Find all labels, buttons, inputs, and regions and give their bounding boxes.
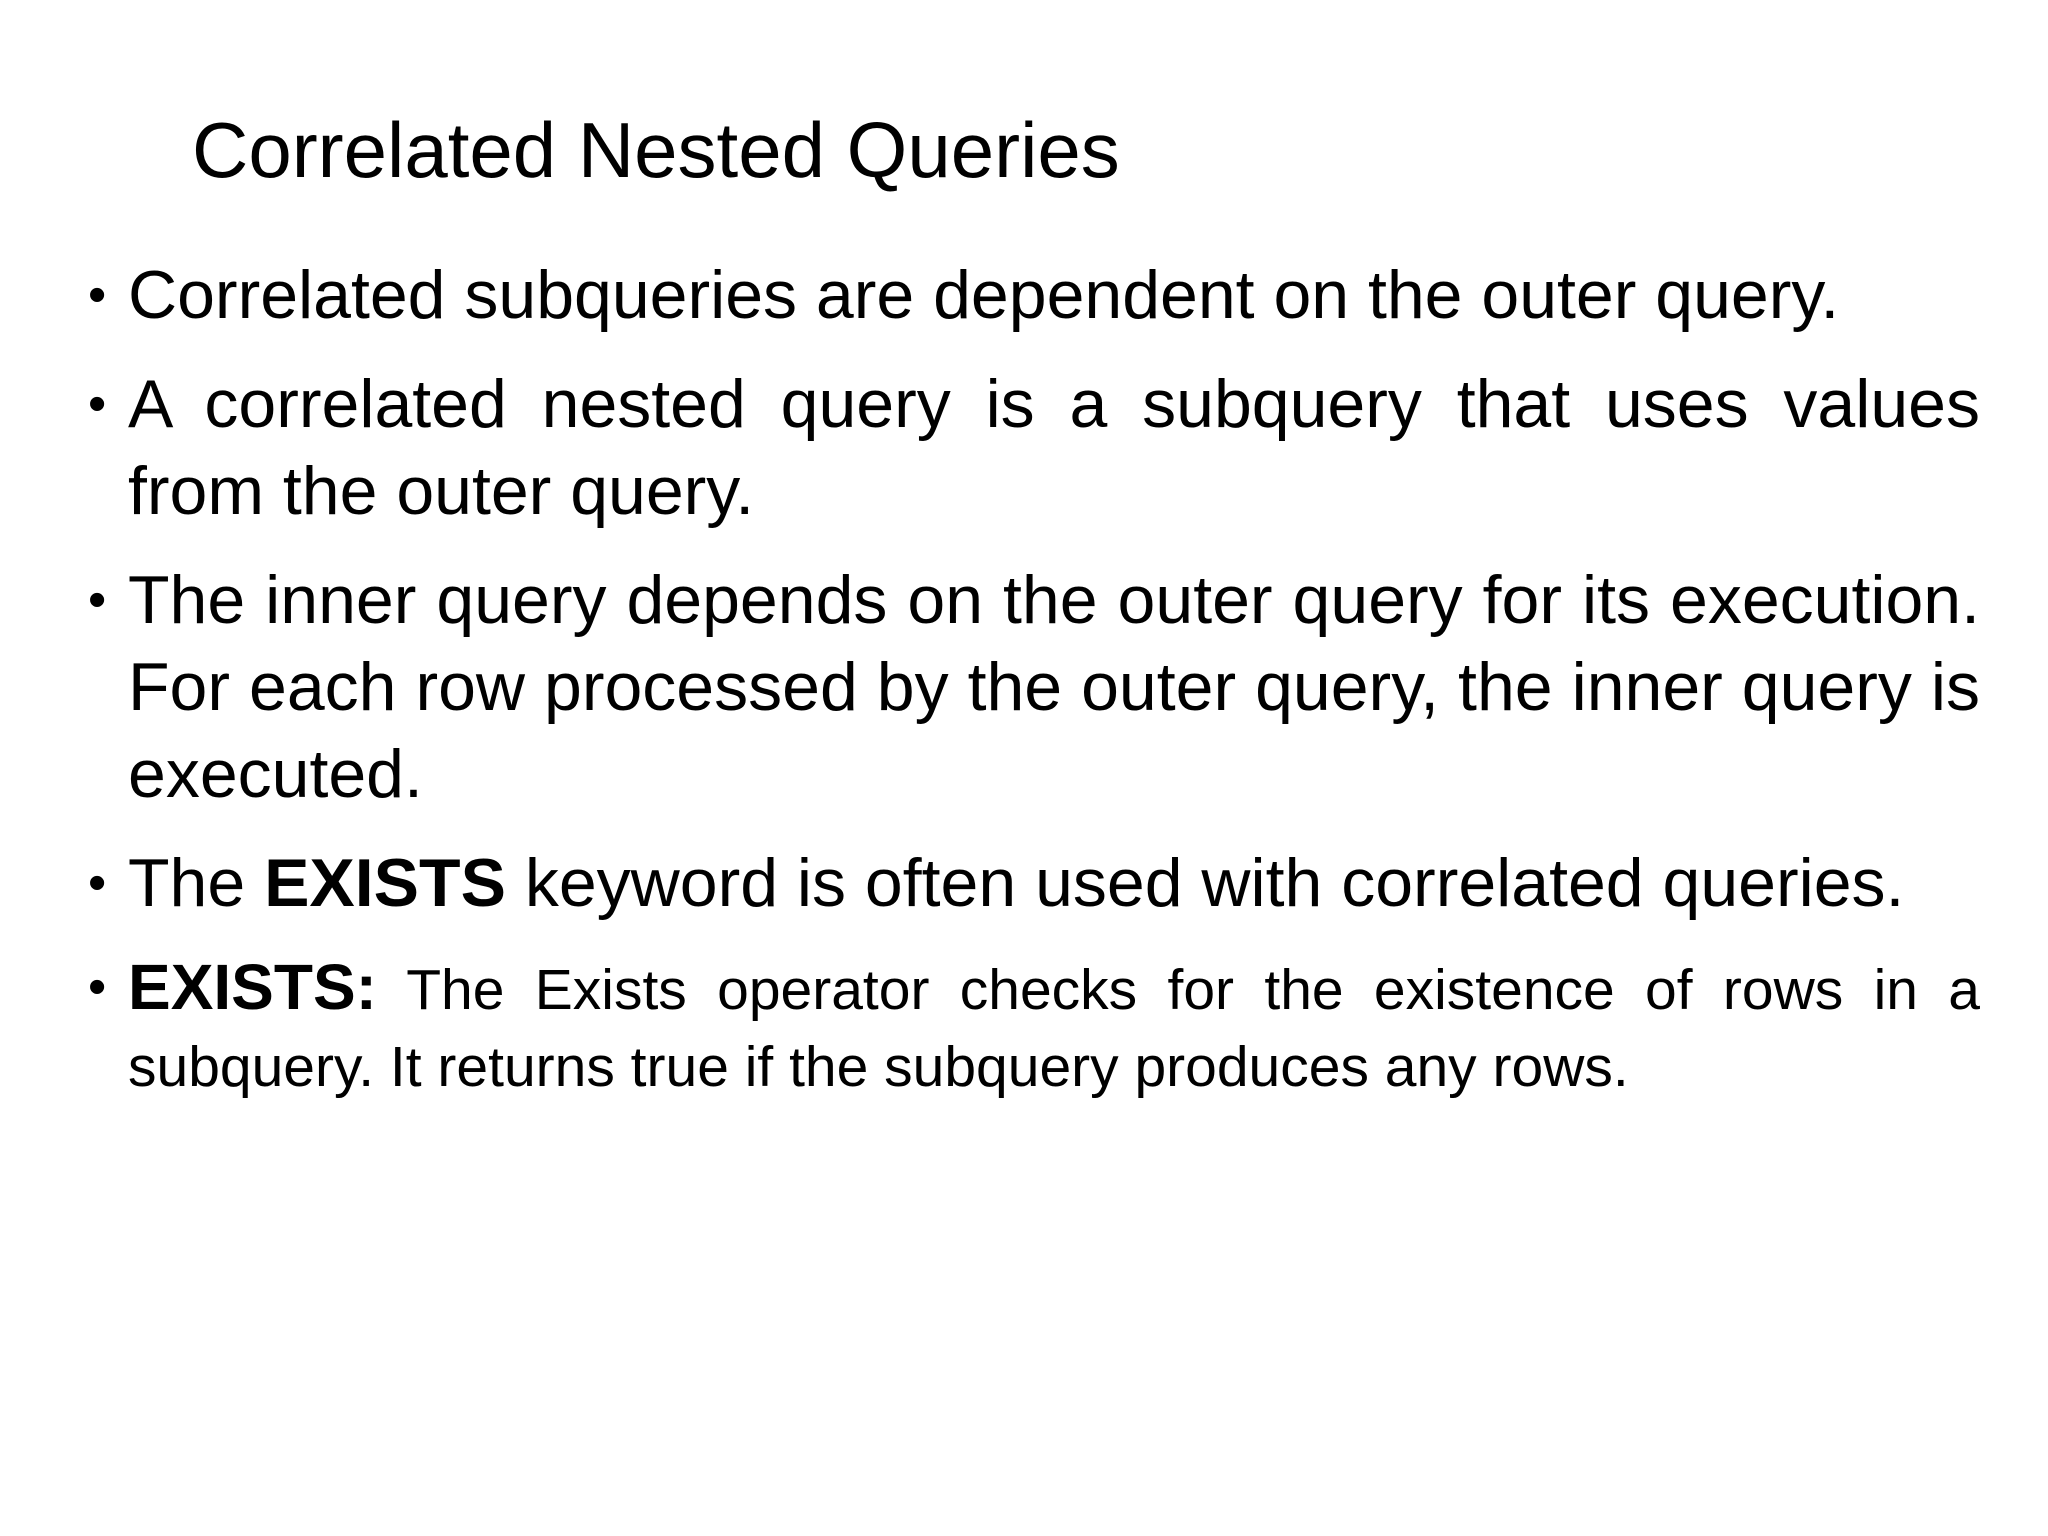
bullet-text: The inner query depends on the outer query for its execution. For each row processed by the outer query, the inner query is executed. [128,562,1980,812]
bullet-item [88,361,1980,535]
bullet-item [88,840,1980,927]
bullet-dot-icon: • [88,266,107,324]
bullet-text-suffix: keyword is often used with correlated queries. [505,845,1905,921]
bullet-item [88,949,1980,1106]
bullet-text: Correlated subqueries are dependent on the outer query. [128,257,1840,333]
bullet-list [88,252,1980,1128]
exists-definition-text: The Exists operator checks for the existence of rows in a subquery. It returns true if the subquery produces any rows. [128,958,1980,1099]
bullet-item [88,557,1980,818]
bullet-dot-icon: • [88,854,107,912]
bullet-dot-icon: • [88,958,107,1016]
bullet-text-prefix: The [128,845,265,921]
exists-definition-term: EXISTS: [128,951,377,1023]
bullet-text: A correlated nested query is a subquery that uses values from the outer query. [128,366,1980,529]
bullet-dot-icon: • [88,571,107,629]
exists-keyword: EXISTS [264,845,506,921]
bullet-item [88,252,1980,339]
slide-title: Correlated Nested Queries [192,106,1120,194]
bullet-dot-icon: • [88,375,107,433]
